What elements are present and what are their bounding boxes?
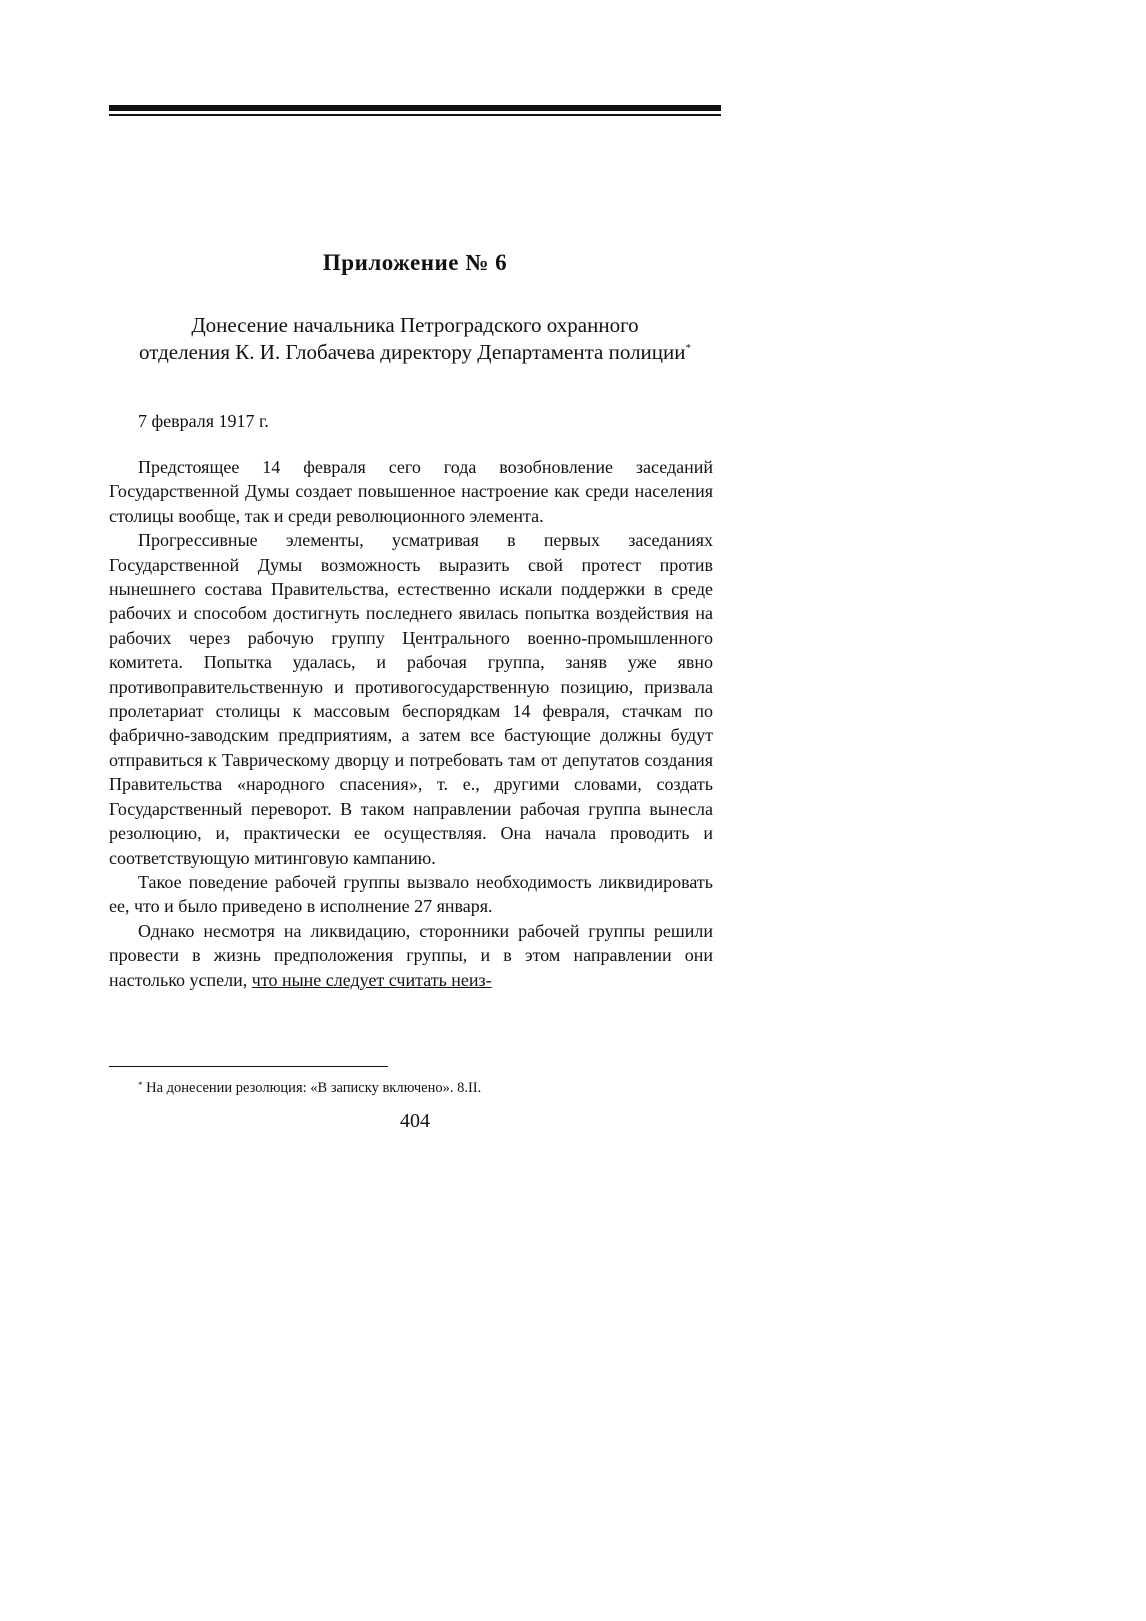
footnote-text: На донесении резолюция: «В записку включено». 8.II. xyxy=(142,1080,482,1096)
footnote-divider xyxy=(109,1066,388,1067)
paragraph-4 xyxy=(109,919,713,992)
footnote xyxy=(138,1079,481,1097)
footnote-marker-title: * xyxy=(685,342,691,354)
header-rule-thick xyxy=(109,105,721,111)
paragraph-4-underlined-text: что ныне следует считать неиз- xyxy=(251,969,492,990)
document-title-line-2 xyxy=(109,339,721,366)
paragraph-3: Такое поведение рабочей группы вызвало необходимость ликвидировать ее, что и было приведено в исполнение 27 января. xyxy=(109,871,713,917)
paragraph-2: Прогрессивные элементы, усматривая в первых заседаниях Государственной Думы возможность выразить свой протест против нынешнего состава Правительства, естественно искали поддержки в среде рабочих и способом достигнуть последнего явилась попытка воздействия на рабочих через рабочую группу Центрального военно-промышленного комитета. Попытка удалась, и рабочая группа, заняв уже явно противоправительственную и противогосударственную позицию, призвала пролетариат столицы к массовым беспорядкам 14 февраля, стачкам по фабрично-заводским предприятиям, а затем все бастующие должны будут отправиться к Таврическому дворцу и потребовать там от депутатов создания Правительства «народного спасения», т. е., другими словами, создать Государственный переворот. В таком направлении рабочая группа вынесла резолюцию, и, практически ее осуществляя. Она начала проводить и соответствующую митинговую кампанию. xyxy=(109,530,713,868)
appendix-title: Приложение № 6 xyxy=(322,250,508,275)
body-text xyxy=(109,455,713,992)
document-title-line-1: Донесение начальника Петроградского охранного xyxy=(191,313,639,337)
paragraph-1: Предстоящее 14 февраля сего года возобновление заседаний Государственной Думы создает повышенное настроение как среди населения столицы вообще, так и среди революционного элемента. xyxy=(109,457,713,526)
footnote-marker: * xyxy=(138,1080,143,1090)
document-title xyxy=(109,312,721,366)
page-number: 404 xyxy=(400,1110,430,1132)
header-rule-thin xyxy=(109,114,721,116)
document-date: 7 февраля 1917 г. xyxy=(138,411,269,431)
paragraph-4-text: Однако несмотря на ликвидацию, сторонники рабочей группы решили провести в жизнь предположения группы, и в этом направлении они настолько успели, xyxy=(109,920,713,990)
document-title-line-2-text: отделения К. И. Глобачева директору Департамента полиции xyxy=(138,340,686,364)
